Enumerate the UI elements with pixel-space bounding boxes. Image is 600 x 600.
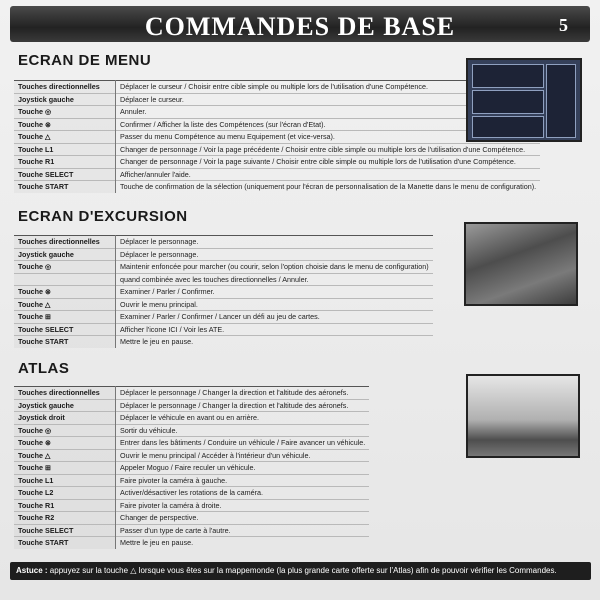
command-key: Touche START <box>14 537 116 549</box>
command-key: Touche L2 <box>14 487 116 500</box>
command-action: Examiner / Parler / Confirmer. <box>116 286 433 299</box>
command-key: Joystick gauche <box>14 248 116 261</box>
command-action: Activer/désactiver les rotations de la caméra. <box>116 487 370 500</box>
command-action: Mettre le jeu en pause. <box>116 537 370 549</box>
command-row <box>14 512 369 525</box>
commands-table-menu <box>14 80 540 193</box>
command-action: Touche de confirmation de la sélection (uniquement pour l'écran de personnalisation de la Manette dans le menu de configuration). <box>116 181 541 193</box>
command-key: Touche ◎ <box>14 261 116 274</box>
command-row <box>14 93 540 106</box>
command-row <box>14 412 369 425</box>
command-action: Faire pivoter la caméra à gauche. <box>116 474 370 487</box>
command-row <box>14 181 540 193</box>
command-action: Changer de personnage / Voir la page suivante / Choisir entre cible simple ou multiple lors de l'utilisation d'une Compétence. <box>116 156 541 169</box>
atlas-screenshot <box>466 374 580 458</box>
command-row <box>14 399 369 412</box>
command-action: Confirmer / Afficher la liste des Compétences (sur l'écran d'Etat). <box>116 118 541 131</box>
command-row <box>14 449 369 462</box>
command-key: Touche ◎ <box>14 106 116 119</box>
command-key: Touche SELECT <box>14 524 116 537</box>
section-title-excursion: ECRAN D'EXCURSION <box>18 208 188 225</box>
command-key: Touche R2 <box>14 512 116 525</box>
page-header <box>10 6 590 42</box>
command-row <box>14 336 433 348</box>
tip-text: appuyez sur la touche △ lorsque vous êtes sur la mappemonde (la plus grande carte offerte sur l'Atlas) afin de pouvoir vérifier les Commandes. <box>49 566 557 575</box>
command-key: Touches directionnelles <box>14 81 116 94</box>
command-key: Touche R1 <box>14 499 116 512</box>
command-action: Faire pivoter la caméra à droite. <box>116 499 370 512</box>
command-action: Déplacer le véhicule en avant ou en arrière. <box>116 412 370 425</box>
command-row <box>14 311 433 324</box>
command-action: Ouvrir le menu principal / Accéder à l'intérieur d'un véhicule. <box>116 449 370 462</box>
command-key: Touches directionnelles <box>14 387 116 400</box>
command-row <box>14 118 540 131</box>
command-action: Appeler Moguo / Faire reculer un véhicule. <box>116 462 370 475</box>
command-row <box>14 437 369 450</box>
command-row <box>14 168 540 181</box>
command-row <box>14 156 540 169</box>
command-action: Déplacer le personnage. <box>116 236 433 249</box>
command-action: quand combinée avec les touches directionnelles / Annuler. <box>116 273 433 286</box>
command-key: Joystick gauche <box>14 93 116 106</box>
command-row <box>14 236 433 249</box>
command-row <box>14 298 433 311</box>
command-key: Touche START <box>14 181 116 193</box>
command-row <box>14 323 433 336</box>
command-key: Joystick gauche <box>14 399 116 412</box>
command-row <box>14 499 369 512</box>
command-row <box>14 286 433 299</box>
command-key: Touche ⊞ <box>14 462 116 475</box>
command-action: Passer du menu Compétence au menu Equipement (et vice-versa). <box>116 131 541 144</box>
command-row <box>14 131 540 144</box>
command-row <box>14 143 540 156</box>
command-row <box>14 537 369 549</box>
command-action: Sortir du véhicule. <box>116 424 370 437</box>
section-title-atlas: ATLAS <box>18 360 70 377</box>
command-row <box>14 261 433 274</box>
command-action: Changer de perspective. <box>116 512 370 525</box>
command-row <box>14 387 369 400</box>
commands-table-excursion <box>14 235 433 348</box>
command-key: Touche L1 <box>14 143 116 156</box>
command-key: Touche △ <box>14 131 116 144</box>
page-title: COMMANDES DE BASE <box>144 12 456 41</box>
command-key <box>14 273 116 286</box>
command-action: Changer de personnage / Voir la page précédente / Choisir entre cible simple ou multiple lors de l'utilisation d'une Compétence. <box>116 143 541 156</box>
command-action: Examiner / Parler / Confirmer / Lancer un défi au jeu de cartes. <box>116 311 433 324</box>
command-key: Joystick droit <box>14 412 116 425</box>
command-action: Déplacer le personnage / Changer la direction et l'altitude des aéronefs. <box>116 399 370 412</box>
command-row <box>14 106 540 119</box>
command-key: Touche L1 <box>14 474 116 487</box>
command-action: Déplacer le curseur. <box>116 93 541 106</box>
command-key: Touche ◎ <box>14 424 116 437</box>
command-row <box>14 474 369 487</box>
menu-screenshot <box>466 58 582 142</box>
command-key: Touche △ <box>14 298 116 311</box>
command-action: Entrer dans les bâtiments / Conduire un véhicule / Faire avancer un véhicule. <box>116 437 370 450</box>
command-action: Déplacer le personnage / Changer la direction et l'altitude des aéronefs. <box>116 387 370 400</box>
page-number: 5 <box>559 15 568 35</box>
command-key: Touche SELECT <box>14 168 116 181</box>
command-key: Touche ⊗ <box>14 118 116 131</box>
command-key: Touche ⊗ <box>14 286 116 299</box>
command-row <box>14 248 433 261</box>
command-key: Touche △ <box>14 449 116 462</box>
command-action: Déplacer le curseur / Choisir entre cible simple ou multiple lors de l'utilisation d'une Compétence. <box>116 81 541 94</box>
command-action: Mettre le jeu en pause. <box>116 336 433 348</box>
tip-banner <box>10 562 591 580</box>
command-action: Afficher l'icone ICI / Voir les ATE. <box>116 323 433 336</box>
command-action: Afficher/annuler l'aide. <box>116 168 541 181</box>
command-key: Touche R1 <box>14 156 116 169</box>
command-row <box>14 524 369 537</box>
tip-label: Astuce : <box>16 566 48 575</box>
command-action: Déplacer le personnage. <box>116 248 433 261</box>
command-key: Touche ⊞ <box>14 311 116 324</box>
command-row <box>14 81 540 94</box>
commands-table-atlas <box>14 386 369 549</box>
command-action: Passer d'un type de carte à l'autre. <box>116 524 370 537</box>
command-row <box>14 273 433 286</box>
command-row <box>14 462 369 475</box>
command-row <box>14 487 369 500</box>
section-title-menu: ECRAN DE MENU <box>18 52 152 69</box>
command-key: Touche SELECT <box>14 323 116 336</box>
excursion-screenshot <box>464 222 578 306</box>
command-key: Touches directionnelles <box>14 236 116 249</box>
command-key: Touche START <box>14 336 116 348</box>
command-action: Annuler. <box>116 106 541 119</box>
command-action: Maintenir enfoncée pour marcher (ou courir, selon l'option choisie dans le menu de configuration) <box>116 261 433 274</box>
command-row <box>14 424 369 437</box>
command-key: Touche ⊗ <box>14 437 116 450</box>
command-action: Ouvrir le menu principal. <box>116 298 433 311</box>
